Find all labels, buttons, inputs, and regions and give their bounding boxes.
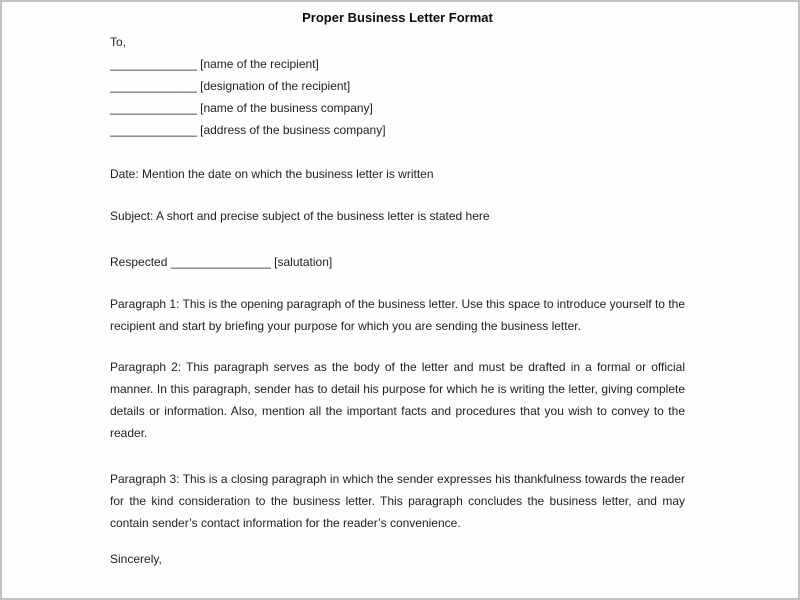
body-paragraph-2: Paragraph 2: This paragraph serves as the body of the letter and must be drafted in a formal or official manner. In this paragraph, sender has to detail his purpose for which he is writing the letter, giving complete details or information. Also, mention all the important facts and procedures that you wish to convey to the reader. xyxy=(110,360,685,440)
fill-in-blank: _____________ xyxy=(110,101,197,115)
fill-in-blank: _____________ xyxy=(110,123,197,137)
recipient-line-company-address xyxy=(110,119,685,141)
fill-in-blank: _____________ xyxy=(110,57,197,71)
recipient-line-name xyxy=(110,53,685,75)
document-title: Proper Business Letter Format xyxy=(302,10,493,25)
salutation-label: [salutation] xyxy=(274,255,333,269)
to-line: To, xyxy=(110,35,127,49)
recipient-line-label: [designation of the recipient] xyxy=(200,79,351,93)
recipient-line-designation xyxy=(110,75,685,97)
closing-line: Sincerely, xyxy=(110,552,162,566)
recipient-line-label: [name of the business company] xyxy=(200,101,373,115)
recipient-line-label: [address of the business company] xyxy=(200,123,386,137)
fill-in-blank: _______________ xyxy=(170,255,271,269)
recipient-line-label: [name of the recipient] xyxy=(200,57,319,71)
salutation-prefix: Respected xyxy=(110,255,168,269)
subject-line: Subject: A short and precise subject of the business letter is stated here xyxy=(110,209,490,223)
date-line: Date: Mention the date on which the business letter is written xyxy=(110,167,434,181)
fill-in-blank: _____________ xyxy=(110,79,197,93)
salutation-line xyxy=(110,251,685,273)
letter-content xyxy=(2,2,798,570)
recipient-block xyxy=(110,53,685,141)
body-paragraph-3: Paragraph 3: This is a closing paragraph in which the sender expresses his thankfulness towards the reader for the kind consideration to the business letter. This paragraph concludes the business letter, and may contain sender’s contact information for the reader’s convenience. xyxy=(110,472,685,530)
body-paragraph-1: Paragraph 1: This is the opening paragraph of the business letter. Use this space to introduce yourself to the recipient and start by briefing your purpose for which you are sending the business letter. xyxy=(110,297,685,333)
recipient-line-company-name xyxy=(110,97,685,119)
